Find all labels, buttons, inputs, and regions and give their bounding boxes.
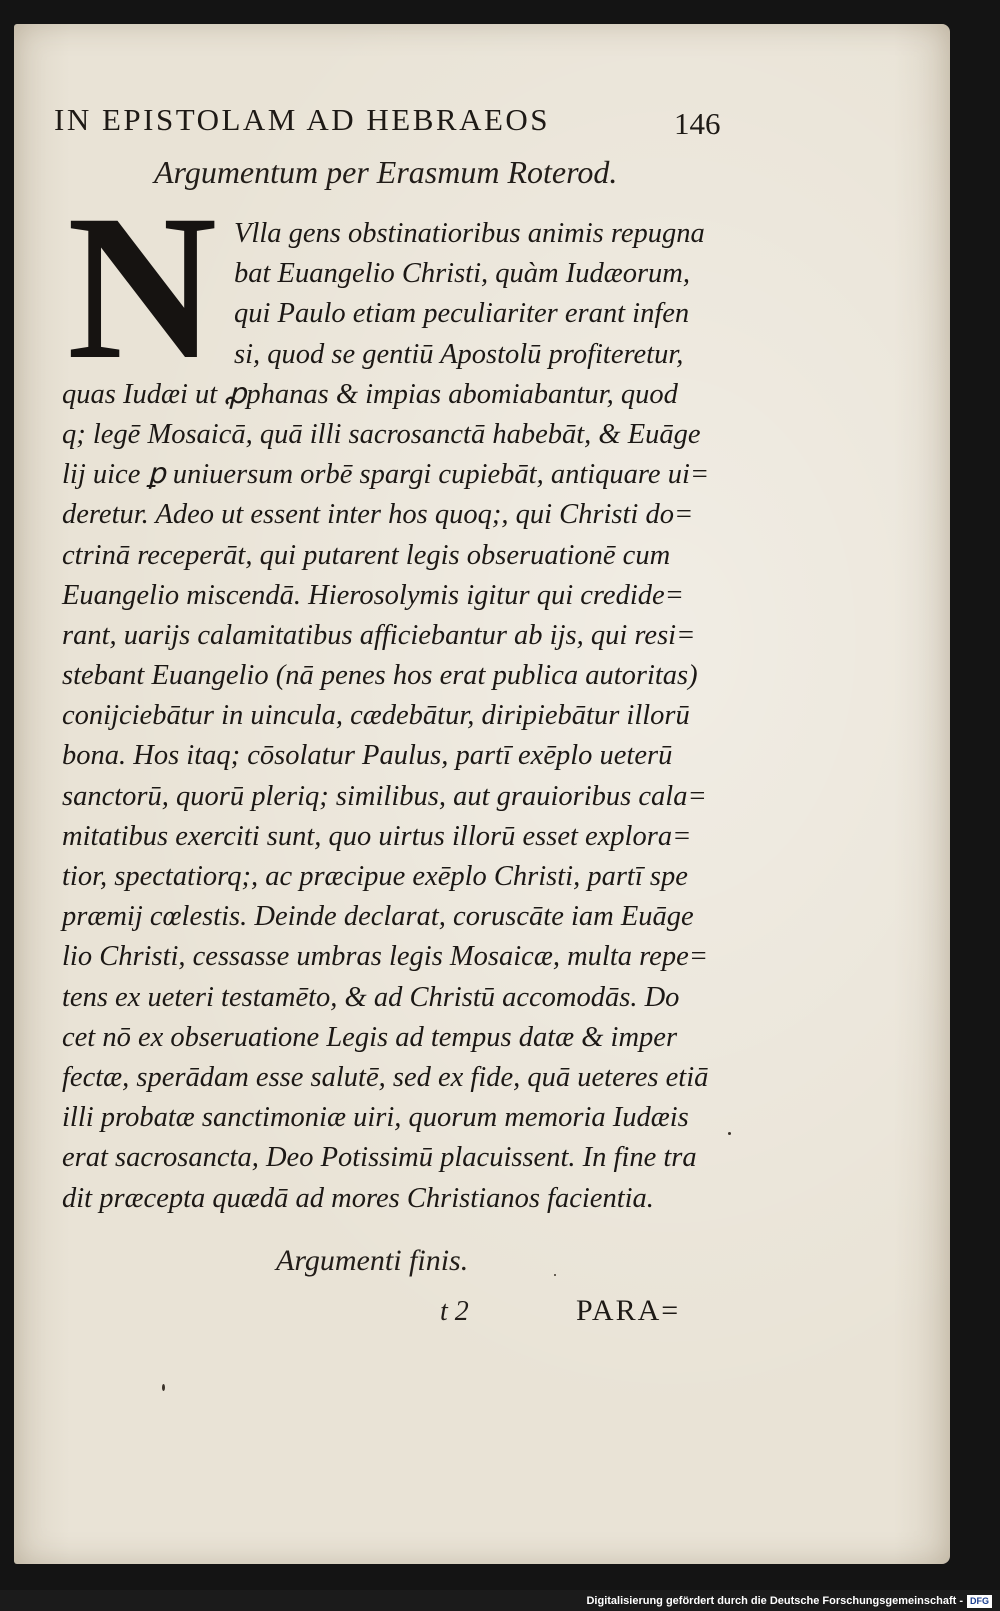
text-line: sanctorū, quorū pleriq; similibus, aut grauioribus cala= xyxy=(62,780,707,812)
text-line: bat Euangelio Christi, quàm Iudæorum, xyxy=(234,258,691,290)
text-line: erat sacrosancta, Deo Potissimū placuissent. In fine tra xyxy=(62,1142,697,1174)
text-line: dit præcepta quædā ad mores Christianos facientia. xyxy=(62,1182,654,1214)
argument-end: Argumenti finis. xyxy=(276,1244,469,1277)
credit-text: Digitalisierung gefördert durch die Deutsche Forschungsgemeinschaft - xyxy=(586,1595,963,1607)
ink-speck xyxy=(728,1132,731,1135)
text-line: tior, spectatiorq;, ac præcipue exēplo Christi, partī spe xyxy=(62,861,688,892)
text-line: mitatibus exerciti sunt, quo uirtus illorū esset explora= xyxy=(62,820,692,852)
catchword: PARA= xyxy=(576,1294,681,1327)
text-line: lio Christi, cessasse umbras legis Mosaicæ, multa repe= xyxy=(62,941,708,973)
text-line: Euangelio miscendā. Hierosolymis igitur qui credide= xyxy=(62,579,684,611)
text-line: stebant Euangelio (nā penes hos erat publica autoritas) xyxy=(62,660,698,692)
text-line: ctrinā receperāt, qui putarent legis obseruationē cum xyxy=(62,539,671,571)
book-page xyxy=(14,24,950,1564)
ink-speck xyxy=(162,1384,165,1391)
text-line: fectæ, sperādam esse salutē, sed ex fide, quā ueteres etiā xyxy=(62,1061,709,1093)
text-line: q; legē Mosaicā, quā illi sacrosanctā habebāt, & Euāge xyxy=(62,418,701,450)
dfg-logo-icon: DFG xyxy=(967,1595,992,1608)
page-number: 146 xyxy=(674,106,721,141)
text-line: Vlla gens obstinatioribus animis repugna xyxy=(234,218,705,249)
text-line: quas Iudæi ut ꝓphanas & impias abomiabantur, quod xyxy=(62,378,678,410)
argument-body xyxy=(44,214,724,1219)
decorated-initial: N xyxy=(66,172,218,402)
text-line: deretur. Adeo ut essent inter hos quoq;, qui Christi do= xyxy=(62,499,694,531)
text-line: si, quod se gentiū Apostolū profiteretur, xyxy=(234,338,684,370)
running-head: IN EPISTOLAM AD HEBRAEOS xyxy=(54,102,551,137)
ink-speck xyxy=(554,1274,556,1276)
digitization-credit xyxy=(586,1592,992,1610)
text-line: conijciebātur in uincula, cædebātur, diripiebātur illorū xyxy=(62,700,690,732)
text-line: cet nō ex obseruatione Legis ad tempus datæ & imper xyxy=(62,1021,678,1053)
signature-mark: t 2 xyxy=(440,1296,469,1327)
text-line: illi probatæ sanctimoniæ uiri, quorum memoria Iudæis xyxy=(62,1102,689,1134)
text-line: qui Paulo etiam peculiariter erant infen xyxy=(234,298,690,330)
text-line: bona. Hos itaq; cōsolatur Paulus, partī exēplo ueterū xyxy=(62,740,673,772)
text-line: lij uice ꝑ uniuersum orbē spargi cupiebāt, antiquare ui= xyxy=(62,459,710,491)
argument-title: Argumentum per Erasmum Roterod. xyxy=(154,154,618,190)
text-line: præmij cœlestis. Deinde declarat, coruscāte iam Euāge xyxy=(62,901,694,933)
text-line: tens ex ueteri testamēto, & ad Christū accomodās. Do xyxy=(62,981,680,1013)
text-line: rant, uarijs calamitatibus afficiebantur ab ijs, qui resi= xyxy=(62,619,696,651)
